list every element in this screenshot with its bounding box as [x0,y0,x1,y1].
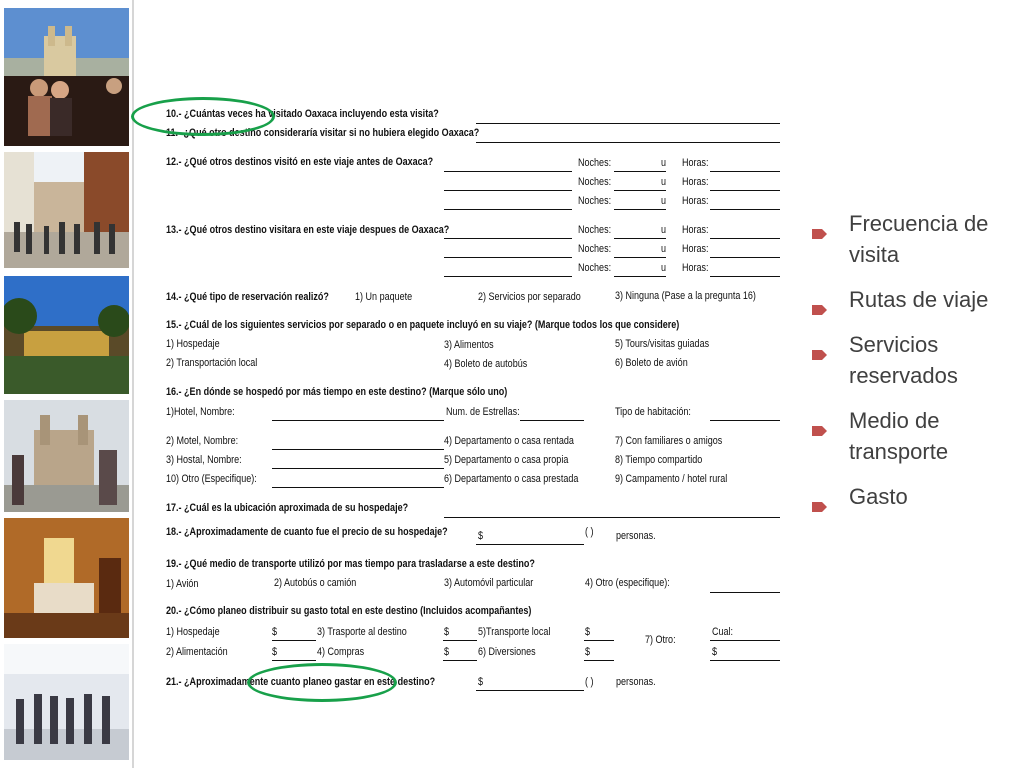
bullet-label: Gasto [849,484,908,509]
dollar-sign: $ [444,626,450,638]
highlight-oval-frequency [131,97,275,136]
bullet-label: Frecuencia de visita [849,211,989,267]
highlight-oval-spending [247,663,397,702]
u-label: u [661,195,667,207]
otro-transport-line[interactable] [710,592,780,593]
q20-diversiones: 6) Diversiones [478,646,536,658]
destination-line[interactable] [444,209,572,210]
dollar-sign: $ [444,646,450,658]
question-20: 20.- ¿Cómo planeo distribuir su gasto total en este destino (Incluidos acompañantes) [166,605,532,617]
q14-option[interactable]: 3) Ninguna (Pase a la pregunta 16) [615,290,756,302]
bullet-label: Servicios reservados [849,332,958,388]
amount-line[interactable] [584,640,614,641]
horas-label: Horas: [682,262,709,274]
total-line[interactable] [476,690,584,691]
q16-campamento[interactable]: 9) Campamento / hotel rural [615,473,728,485]
question-15: 15.- ¿Cuál de los siguientes servicios por separado o en paquete incluyó en su viaje? (Marque todos los que considere) [166,319,680,331]
q16-habitacion: Tipo de habitación: [615,406,691,418]
hotel-name-line[interactable] [272,420,444,421]
persons-paren: ( ) [585,526,594,538]
noches-line[interactable] [614,209,666,210]
noches-label: Noches: [578,262,612,274]
otro-line[interactable] [272,487,444,488]
dollar-sign: $ [712,646,718,658]
bullet-item [812,481,1012,512]
dollar-sign: $ [585,626,591,638]
q20-cual: Cual: [712,626,734,638]
question-14: 14.- ¿Qué tipo de reservación realizó? [166,291,329,303]
horas-line[interactable] [710,276,780,277]
noches-line[interactable] [614,171,666,172]
noches-label: Noches: [578,176,612,188]
bullet-item [812,329,1012,391]
noches-line[interactable] [614,276,666,277]
amount-line[interactable] [443,660,477,661]
q16-prestada[interactable]: 6) Departamento o casa prestada [444,473,579,485]
horas-label: Horas: [682,157,709,169]
noches-line[interactable] [614,257,666,258]
horas-line[interactable] [710,190,780,191]
question-11: 11.- ¿Qué otro destino consideraría visitar si no hubiera elegido Oaxaca? [166,127,480,139]
question-13: 13.- ¿Qué otros destino visitara en este viaje despues de Oaxaca? [166,224,450,236]
q15-option[interactable]: 4) Boleto de autobús [444,358,528,370]
q14-option[interactable]: 1) Un paquete [355,291,413,303]
horas-line[interactable] [710,257,780,258]
u-label: u [661,243,667,255]
price-line[interactable] [476,544,584,545]
q14-option[interactable]: 2) Servicios por separado [478,291,581,303]
q16-familiares[interactable]: 7) Con familiares o amigos [615,435,723,447]
q16-estrellas: Num. de Estrellas: [446,406,520,418]
bullet-item [812,405,1012,467]
q20-compras: 4) Compras [317,646,365,658]
noches-label: Noches: [578,224,612,236]
destination-line[interactable] [444,276,572,277]
q16-motel[interactable]: 2) Motel, Nombre: [166,435,239,447]
habitacion-line[interactable] [710,420,780,421]
destination-line[interactable] [444,171,572,172]
q16-hostal[interactable]: 3) Hostal, Nombre: [166,454,242,466]
q16-otro[interactable]: 10) Otro (Especifique): [166,473,257,485]
dollar-sign: $ [272,626,278,638]
horas-label: Horas: [682,224,709,236]
q19-option[interactable]: 3) Automóvil particular [444,577,534,589]
destination-line[interactable] [444,238,572,239]
bullet-label: Rutas de viaje [849,287,989,312]
question-19: 19.- ¿Qué medio de transporte utilizó por mas tiempo para trasladarse a este destino? [166,558,535,570]
noches-label: Noches: [578,157,612,169]
horas-label: Horas: [682,176,709,188]
dollar-sign: $ [478,676,484,688]
question-17: 17.- ¿Cuál es la ubicación aproximada de su hospedaje? [166,502,409,514]
noches-label: Noches: [578,243,612,255]
horas-label: Horas: [682,195,709,207]
destination-line[interactable] [444,257,572,258]
horas-line[interactable] [710,209,780,210]
bullet-item [812,208,1012,270]
u-label: u [661,262,667,274]
noches-line[interactable] [614,190,666,191]
bullet-item [812,284,1012,315]
hostal-name-line[interactable] [272,468,444,469]
motel-name-line[interactable] [272,449,444,450]
q20-transporte-destino: 3) Trasporte al destino [317,626,407,638]
destination-line[interactable] [444,190,572,191]
q15-option[interactable]: 6) Boleto de avión [615,357,688,369]
q15-option[interactable]: 3) Alimentos [444,339,494,351]
horas-label: Horas: [682,243,709,255]
q20-hospedaje: 1) Hospedaje [166,626,220,638]
answer-line-10[interactable] [476,123,780,124]
question-21: 21.- ¿Aproximadamente cuanto planeo gastar en este destino? [166,676,436,688]
q16-renta[interactable]: 4) Departamento o casa rentada [444,435,574,447]
dollar-sign: $ [478,530,484,542]
q16-hotel[interactable]: 1)Hotel, Nombre: [166,406,235,418]
dollar-sign: $ [585,646,591,658]
u-label: u [661,176,667,188]
horas-line[interactable] [710,171,780,172]
q15-option[interactable]: 5) Tours/visitas guiadas [615,338,710,350]
q20-transporte-local: 5)Transporte local [478,626,551,638]
q20-otro: 7) Otro: [645,634,676,646]
q16-propia[interactable]: 5) Departamento o casa propia [444,454,569,466]
amount-line[interactable] [584,660,614,661]
question-12: 12.- ¿Qué otros destinos visitó en este viaje antes de Oaxaca? [166,156,434,168]
u-label: u [661,224,667,236]
noches-label: Noches: [578,195,612,207]
estrellas-line[interactable] [520,420,584,421]
q15-option[interactable]: 1) Hospedaje [166,338,220,350]
personas-label: personas. [616,530,656,542]
question-16: 16.- ¿En dónde se hospedó por más tiempo en este destino? (Marque sólo uno) [166,386,508,398]
cual-line[interactable] [710,640,780,641]
question-10: 10.- ¿Cuántas veces ha visitado Oaxaca incluyendo esta visita? [166,108,439,120]
q20-alimentacion: 2) Alimentación [166,646,228,658]
personas-label: personas. [616,676,656,688]
q19-option[interactable]: 2) Autobús o camión [274,577,357,589]
amount-line[interactable] [272,640,316,641]
q15-option[interactable]: 2) Transportación local [166,357,258,369]
q19-option[interactable]: 1) Avión [166,578,199,590]
amount-line[interactable] [443,640,477,641]
answer-line-17[interactable] [444,517,780,518]
answer-line-11[interactable] [476,142,780,143]
noches-line[interactable] [614,238,666,239]
bullet-list [812,208,1012,526]
amount-line[interactable] [272,660,316,661]
bullet-label: Medio de transporte [849,408,949,464]
q16-compartido[interactable]: 8) Tiempo compartido [615,454,703,466]
amount-line[interactable] [710,660,780,661]
horas-line[interactable] [710,238,780,239]
question-18: 18.- ¿Aproximadamente de cuanto fue el precio de su hospedaje? [166,526,448,538]
u-label: u [661,157,667,169]
persons-paren: ( ) [585,676,594,688]
q19-option[interactable]: 4) Otro (especifique): [585,577,670,589]
dollar-sign: $ [272,646,278,658]
